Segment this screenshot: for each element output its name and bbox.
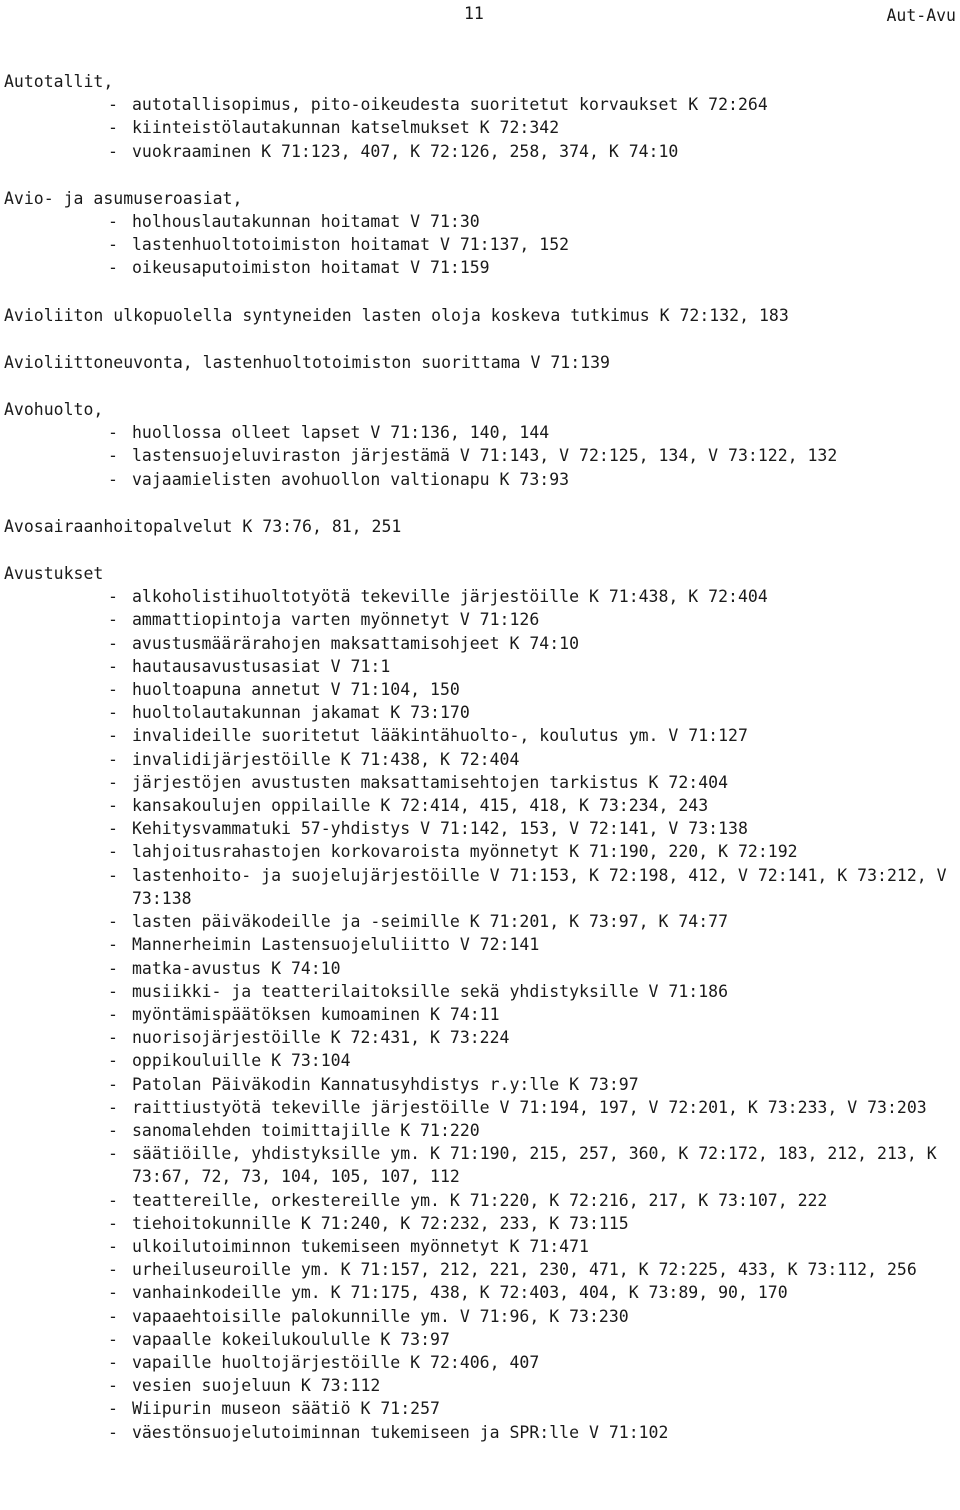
entry-heading: Avohuolto, — [4, 400, 104, 420]
subentry-text: sanomalehden toimittajille K 71:220 — [132, 1120, 480, 1140]
subentry-text: väestönsuojelutoiminnan tukemiseen ja SPR:lle V 71:102 — [132, 1422, 669, 1442]
dash-marker: - — [108, 1120, 118, 1140]
dash-marker: - — [108, 1144, 118, 1164]
entry-heading: Avustukset — [4, 564, 104, 584]
subentry-text: Kehitysvammatuki 57-yhdistys V 71:142, 153, V 72:141, V 73:138 — [132, 819, 748, 839]
subentry — [4, 933, 956, 956]
subentry — [4, 1281, 956, 1304]
subentry — [4, 444, 956, 467]
dash-marker: - — [108, 1213, 118, 1233]
subentry — [4, 817, 956, 840]
subentry — [4, 1328, 956, 1351]
subentry-text: oppikouluille K 73:104 — [132, 1051, 351, 1071]
subentry-text: raittiustyötä tekeville järjestöille V 71:194, 197, V 72:201, K 73:233, V 73:203 — [132, 1097, 927, 1117]
subentry — [4, 1142, 956, 1188]
subentry-text: holhouslautakunnan hoitamat V 71:30 — [132, 212, 480, 232]
subentry — [4, 1189, 956, 1212]
subentry-text: teattereille, orkestereille ym. K 71:220, K 72:216, 217, K 73:107, 222 — [132, 1190, 828, 1210]
subentry — [4, 1049, 956, 1072]
dash-marker: - — [108, 796, 118, 816]
subentry — [4, 1305, 956, 1328]
dash-marker: - — [108, 1260, 118, 1280]
subentry-text: säätiöille, yhdistyksille ym. K 71:190, 215, 257, 360, K 72:172, 183, 212, 213, K 73:67, 72, 73, 104, 105, 107, 112 — [132, 1144, 937, 1187]
dash-marker: - — [108, 656, 118, 676]
dash-marker: - — [108, 118, 118, 138]
dash-marker: - — [108, 772, 118, 792]
dash-marker: - — [108, 981, 118, 1001]
subentry — [4, 585, 956, 608]
dash-marker: - — [108, 633, 118, 653]
subentry — [4, 93, 956, 116]
subentry-text: Patolan Päiväkodin Kannatusyhdistys r.y:lle K 73:97 — [132, 1074, 639, 1094]
subentry — [4, 794, 956, 817]
subentry-text: vanhainkodeille ym. K 71:175, 438, K 72:403, 404, K 73:89, 90, 170 — [132, 1283, 788, 1303]
subentry — [4, 608, 956, 631]
entry-heading: Avosairaanhoitopalvelut K 73:76, 81, 251 — [4, 516, 402, 536]
subentry-text: alkoholistihuoltotyötä tekeville järjestöille K 71:438, K 72:404 — [132, 587, 768, 607]
index-entry — [4, 398, 956, 491]
subentry-text: huoltoapuna annetut V 71:104, 150 — [132, 680, 460, 700]
subentry — [4, 1351, 956, 1374]
subentry — [4, 1096, 956, 1119]
subentry-text: hautausavustusasiat V 71:1 — [132, 656, 391, 676]
subentry-list — [4, 421, 956, 491]
subentry — [4, 957, 956, 980]
subentry — [4, 678, 956, 701]
dash-marker: - — [108, 1004, 118, 1024]
subentry — [4, 468, 956, 491]
subentry — [4, 910, 956, 933]
subentry-text: Wiipurin museon säätiö K 71:257 — [132, 1399, 440, 1419]
subentry-list — [4, 93, 956, 163]
subentry-text: ammattiopintoja varten myönnetyt V 71:126 — [132, 610, 540, 630]
subentry — [4, 140, 956, 163]
dash-marker: - — [108, 235, 118, 255]
subentry — [4, 256, 956, 279]
subentry — [4, 771, 956, 794]
index-entry — [4, 562, 956, 1444]
subentry — [4, 980, 956, 1003]
subentry-text: oikeusaputoimiston hoitamat V 71:159 — [132, 258, 490, 278]
dash-marker: - — [108, 865, 118, 885]
subentry-text: järjestöjen avustusten maksattamisehtojen tarkistus K 72:404 — [132, 772, 729, 792]
subentry — [4, 210, 956, 233]
subentry-text: matka-avustus K 74:10 — [132, 958, 341, 978]
entry-heading: Avioliittoneuvonta, lastenhuoltotoimiston suorittama V 71:139 — [4, 352, 610, 372]
dash-marker: - — [108, 726, 118, 746]
dash-marker: - — [108, 258, 118, 278]
subentry-list — [4, 585, 956, 1444]
subentry-text: kiinteistölautakunnan katselmukset K 72:342 — [132, 118, 560, 138]
subentry-text: invalideille suoritetut lääkintähuolto-, koulutus ym. V 71:127 — [132, 726, 748, 746]
subentry-text: lastenhuoltotoimiston hoitamat V 71:137, 152 — [132, 235, 570, 255]
dash-marker: - — [108, 95, 118, 115]
dash-marker: - — [108, 1283, 118, 1303]
subentry — [4, 1397, 956, 1420]
subentry-text: lastenhoito- ja suojelujärjestöille V 71:153, K 72:198, 412, V 72:141, K 73:212, V 73:138 — [132, 865, 947, 908]
dash-marker: - — [108, 1399, 118, 1419]
subentry-text: vapaaehtoisille palokunnille ym. V 71:96, K 73:230 — [132, 1306, 629, 1326]
subentry — [4, 655, 956, 678]
dash-marker: - — [108, 1236, 118, 1256]
subentry — [4, 1235, 956, 1258]
dash-marker: - — [108, 703, 118, 723]
dash-marker: - — [108, 1329, 118, 1349]
dash-marker: - — [108, 1190, 118, 1210]
subentry-text: vapaalle kokeilukoululle K 73:97 — [132, 1329, 450, 1349]
subentry-text: vapaille huoltojärjestöille K 72:406, 407 — [132, 1352, 540, 1372]
dash-marker: - — [108, 610, 118, 630]
subentry-text: vesien suojeluun K 73:112 — [132, 1376, 381, 1396]
dash-marker: - — [108, 1352, 118, 1372]
index-content — [4, 70, 956, 1444]
index-entry — [4, 351, 956, 374]
dash-marker: - — [108, 958, 118, 978]
subentry-text: nuorisojärjestöille K 72:431, K 73:224 — [132, 1028, 510, 1048]
index-entry — [4, 515, 956, 538]
dash-marker: - — [108, 469, 118, 489]
subentry-text: ulkoilutoiminnon tukemiseen myönnetyt K 71:471 — [132, 1236, 589, 1256]
dash-marker: - — [108, 1028, 118, 1048]
subentry — [4, 1374, 956, 1397]
dash-marker: - — [108, 212, 118, 232]
dash-marker: - — [108, 680, 118, 700]
dash-marker: - — [108, 1376, 118, 1396]
dash-marker: - — [108, 1306, 118, 1326]
subentry — [4, 1119, 956, 1142]
subentry — [4, 1003, 956, 1026]
subentry — [4, 1026, 956, 1049]
dash-marker: - — [108, 842, 118, 862]
subentry-text: urheiluseuroille ym. K 71:157, 212, 221, 230, 471, K 72:225, 433, K 73:112, 256 — [132, 1260, 917, 1280]
dash-marker: - — [108, 935, 118, 955]
subentry-text: huoltolautakunnan jakamat K 73:170 — [132, 703, 470, 723]
subentry — [4, 724, 956, 747]
subentry-text: tiehoitokunnille K 71:240, K 72:232, 233, K 73:115 — [132, 1213, 629, 1233]
subentry — [4, 233, 956, 256]
subentry-text: vuokraaminen K 71:123, 407, K 72:126, 258, 374, K 74:10 — [132, 141, 679, 161]
dash-marker: - — [108, 587, 118, 607]
subentry — [4, 1258, 956, 1281]
subentry — [4, 864, 956, 910]
dash-marker: - — [108, 749, 118, 769]
dash-marker: - — [108, 1422, 118, 1442]
subentry — [4, 632, 956, 655]
index-entry — [4, 187, 956, 280]
subentry-text: huollossa olleet lapset V 71:136, 140, 144 — [132, 423, 550, 443]
subentry — [4, 1212, 956, 1235]
subentry — [4, 840, 956, 863]
subentry-text: autotallisopimus, pito-oikeudesta suoritetut korvaukset K 72:264 — [132, 95, 768, 115]
dash-marker: - — [108, 912, 118, 932]
subentry-text: lahjoitusrahastojen korkovaroista myönnetyt K 71:190, 220, K 72:192 — [132, 842, 798, 862]
subentry-text: avustusmäärärahojen maksattamisohjeet K 74:10 — [132, 633, 580, 653]
index-entry — [4, 70, 956, 163]
running-head: Aut-Avu — [886, 6, 956, 25]
entry-heading: Avioliiton ulkopuolella syntyneiden lasten oloja koskeva tutkimus K 72:132, 183 — [4, 305, 789, 325]
dash-marker: - — [108, 141, 118, 161]
entry-heading: Avio- ja asumuseroasiat, — [4, 188, 243, 208]
subentry — [4, 701, 956, 724]
dash-marker: - — [108, 1051, 118, 1071]
dash-marker: - — [108, 423, 118, 443]
dash-marker: - — [108, 819, 118, 839]
subentry — [4, 1073, 956, 1096]
subentry-text: Mannerheimin Lastensuojeluliitto V 72:141 — [132, 935, 540, 955]
subentry-list — [4, 210, 956, 280]
entry-heading: Autotallit, — [4, 72, 114, 91]
subentry — [4, 1421, 956, 1444]
page-number: 11 — [464, 4, 484, 23]
subentry-text: invalidijärjestöille K 71:438, K 72:404 — [132, 749, 520, 769]
subentry-text: vajaamielisten avohuollon valtionapu K 73:93 — [132, 469, 570, 489]
subentry-text: lastensuojeluviraston järjestämä V 71:143, V 72:125, 134, V 73:122, 132 — [132, 446, 838, 466]
subentry — [4, 748, 956, 771]
index-entry — [4, 304, 956, 327]
subentry — [4, 116, 956, 139]
dash-marker: - — [108, 446, 118, 466]
page-header — [0, 2, 960, 26]
subentry-text: lasten päiväkodeille ja -seimille K 71:201, K 73:97, K 74:77 — [132, 912, 729, 932]
subentry — [4, 421, 956, 444]
dash-marker: - — [108, 1097, 118, 1117]
subentry-text: myöntämispäätöksen kumoaminen K 74:11 — [132, 1004, 500, 1024]
dash-marker: - — [108, 1074, 118, 1094]
subentry-text: musiikki- ja teatterilaitoksille sekä yhdistyksille V 71:186 — [132, 981, 729, 1001]
subentry-text: kansakoulujen oppilaille K 72:414, 415, 418, K 73:234, 243 — [132, 796, 709, 816]
